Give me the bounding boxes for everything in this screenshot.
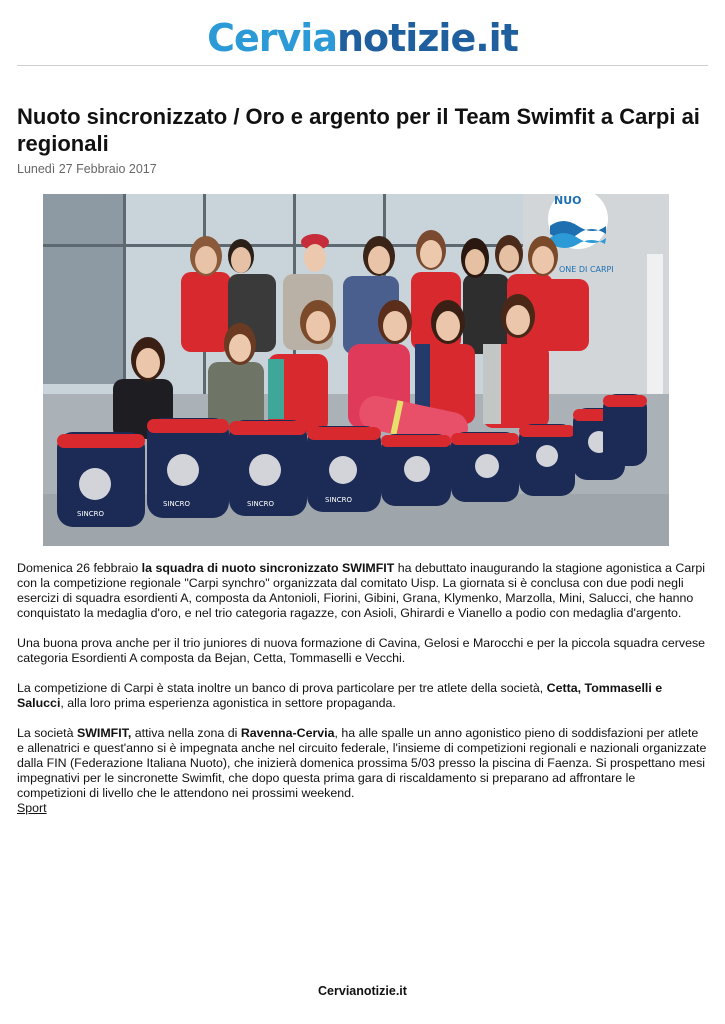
bag-label: SINCRO bbox=[163, 500, 191, 508]
article-paragraph: La società SWIMFIT, attiva nella zona di Ravenna-Cervia, ha alle spalle un anno agonistico pieno di soddisfazioni per atlete e allenatrici e quest'anno si è impegnata anche nel circuito federale, l'insieme di competizioni regionali e nazionali organizzate dalla FIN (Federazione Italiana Nuoto), che inizierà domenica prossima 5/03 presso la piscina di Faenza. Si prospettano mesi impegnativi per le sincronette Swimfit, che dopo questa prima gara di riscaldamento si preparano ad affrontare le competizioni di livello che le attendono nei prossimi weekend. bbox=[17, 726, 707, 800]
sign-title: NUO bbox=[554, 194, 582, 207]
bag-label: SINCRO bbox=[325, 496, 353, 504]
header-divider bbox=[17, 65, 708, 66]
bag-label: SINCRO bbox=[247, 500, 275, 508]
site-logo[interactable]: Cervianotizie.it bbox=[207, 16, 518, 60]
site-header bbox=[0, 0, 725, 70]
category-link-sport[interactable]: Sport bbox=[17, 801, 47, 815]
article-paragraph: Domenica 26 febbraio la squadra di nuoto sincronizzato SWIMFIT ha debuttato inaugurando la stagione agonistica a Carpi con la competizione regionale "Carpi synchro" organizzata dal comitato Uisp. La giornata si è conclusa con due podi negli esercizi di squadra esordienti A, composta da Antonioli, Fiorini, Gibini, Grana, Klymenko, Marzolla, Mini, Salucci, che hanno conquistato la medaglia d'oro, e nel trio categoria ragazze, con Asioli, Ghirardi e Vianello a podio con medaglia d'argento. bbox=[17, 561, 705, 620]
article-paragraph: Una buona prova anche per il trio juniores di nuova formazione di Cavina, Gelosi e Marocchi e per la piccola squadra cervese categoria Esordienti A composta da Bejan, Cetta, Tommaselli e Vecchi. bbox=[17, 636, 706, 665]
sign-subtitle: ONE DI CARPI bbox=[559, 265, 614, 274]
article-paragraph: La competizione di Carpi è stata inoltre un banco di prova particolare per tre atlete della società, Cetta, Tommaselli e Salucci, alla loro prima esperienza agonistica in settore propaganda. bbox=[17, 681, 663, 710]
article-photo bbox=[43, 194, 669, 546]
bag-label: SINCRO bbox=[77, 510, 105, 518]
article-body bbox=[17, 561, 707, 816]
article-title: Nuoto sincronizzato / Oro e argento per il Team Swimfit a Carpi ai regionali bbox=[17, 104, 700, 156]
footer-site-name: Cervianotizie.it bbox=[318, 984, 407, 998]
article-date: Lunedì 27 Febbraio 2017 bbox=[17, 162, 157, 176]
